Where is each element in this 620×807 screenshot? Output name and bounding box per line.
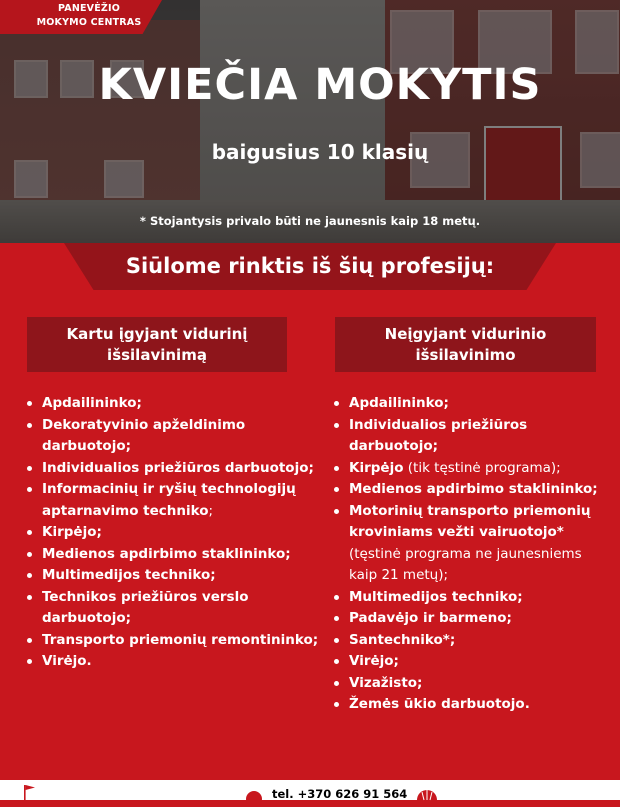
photo-overlay (0, 0, 620, 243)
list-item: Vizažisto; (331, 673, 616, 695)
right-column-heading (335, 317, 596, 372)
page-subtitle: baigusius 10 klasių (211, 140, 429, 164)
list-item: Kirpėjo (tik tęstinė programa); (331, 458, 616, 480)
logo-line-2: MOKYMO CENTRAS (36, 17, 142, 28)
left-column-heading (27, 317, 287, 372)
location-icon (246, 791, 262, 807)
list-item: Transporto priemonių remontininko; (24, 630, 324, 652)
left-heading-line-2: išsilavinimą (107, 345, 207, 364)
list-item: Apdailininko; (24, 393, 324, 415)
flag-icon (22, 784, 36, 800)
list-item: Medienos apdirbimo staklininko; (24, 544, 324, 566)
section-title: Siūlome rinktis iš šių profesijų: (125, 254, 495, 278)
page-title: KVIEČIA MOKYTIS (98, 60, 542, 110)
hero-photo (0, 0, 620, 243)
logo (36, 2, 142, 30)
right-heading-line-2: išsilavinimo (415, 345, 516, 364)
phone-number: tel. +370 626 91 564 (272, 787, 408, 801)
list-item: Virėjo; (331, 651, 616, 673)
list-item: Dekoratyvinio apželdinimo darbuotojo; (24, 415, 324, 458)
left-heading-line-1: Kartu įgyjant vidurinį (66, 324, 248, 343)
list-item: Multimedijos techniko; (331, 587, 616, 609)
list-item: Padavėjo ir barmeno; (331, 608, 616, 630)
list-item: Motorinių transporto priemonių kroviniams vežti vairuotojo* (tęstinė programa ne jaunesniems kaip 21 metų); (331, 501, 616, 587)
age-note: * Stojantysis privalo būti ne jaunesnis kaip 18 metų. (139, 214, 481, 228)
list-item: Kirpėjo; (24, 522, 324, 544)
list-item: Santechniko*; (331, 630, 616, 652)
list-item: Virėjo. (24, 651, 324, 673)
list-item: Individualios priežiūros darbuotojo; (331, 415, 616, 458)
right-heading-line-1: Neįgyjant vidurinio (384, 324, 547, 343)
umbrella-icon (416, 789, 438, 801)
list-item: Multimedijos techniko; (24, 565, 324, 587)
list-item: Žemės ūkio darbuotojo. (331, 694, 616, 716)
list-item: Informacinių ir ryšių technologijų aptarnavimo techniko; (24, 479, 324, 522)
list-item: Technikos priežiūros verslo darbuotojo; (24, 587, 324, 630)
right-profession-list (331, 393, 616, 716)
list-item: Apdailininko; (331, 393, 616, 415)
left-profession-list (24, 393, 324, 673)
logo-line-1: PANEVĖŽIO (57, 3, 121, 14)
list-item: Medienos apdirbimo staklininko; (331, 479, 616, 501)
list-item: Individualios priežiūros darbuotojo; (24, 458, 324, 480)
